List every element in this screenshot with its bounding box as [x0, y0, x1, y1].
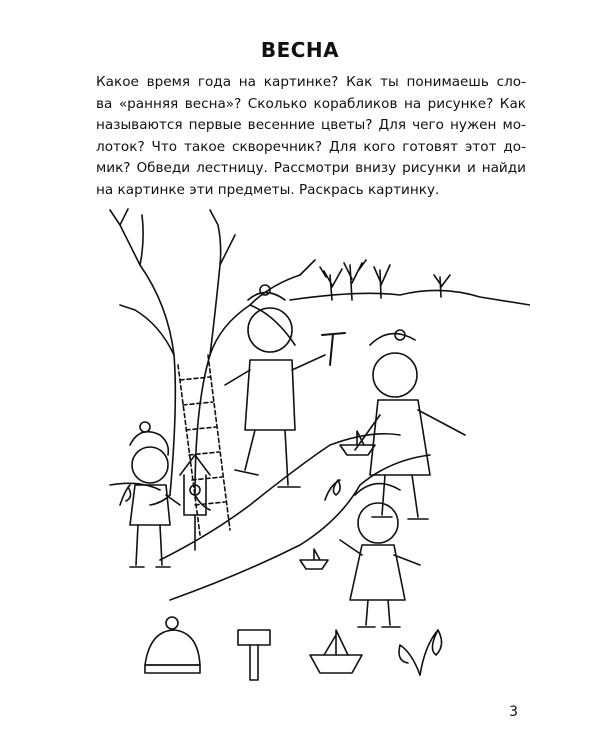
snowdrop-icon	[399, 630, 442, 675]
paragraph-line: называются первые весенние цветы? Для чего нужен мо-	[96, 117, 526, 133]
background-hills	[290, 260, 530, 305]
boy-with-hammer	[225, 285, 345, 487]
paper-boat-icon	[310, 630, 362, 673]
snowdrops	[120, 480, 340, 505]
hat-icon	[145, 617, 200, 673]
page-number: 3	[509, 704, 518, 720]
task-paragraph	[96, 72, 526, 201]
child-left	[130, 422, 180, 567]
paper-boats	[300, 431, 375, 569]
paragraph-line: ва «ранняя весна»? Сколько корабликов на рисунке? Как	[96, 95, 526, 112]
page-title: ВЕСНА	[260, 38, 340, 62]
paragraph-line: лоток? Что такое скворечник? Для кого готовят этот до-	[96, 138, 526, 155]
small-girl	[340, 484, 420, 627]
paragraph-line: Какое время года на картинке? Как ты понимаешь сло-	[96, 74, 526, 90]
paragraph-line: на картинке эти предметы. Раскрась картинку.	[96, 181, 440, 198]
coloring-illustration	[100, 205, 530, 685]
girl-with-boat	[355, 330, 465, 519]
hammer-icon	[238, 630, 270, 680]
paragraph-line: мик? Обведи лестницу. Рассмотри внизу рисунки и найди	[96, 160, 526, 176]
